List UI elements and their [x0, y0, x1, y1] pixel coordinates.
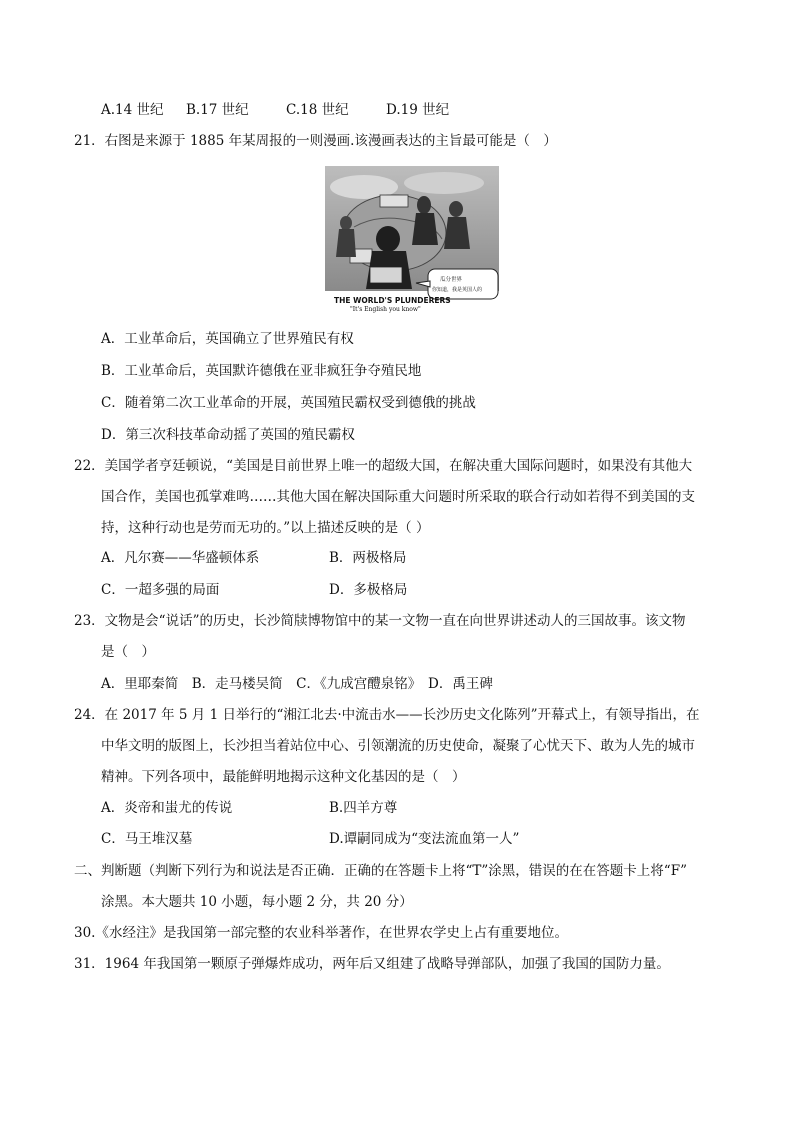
q22-option-d: D．多极格局 — [329, 582, 408, 598]
q22-options-row-1 — [101, 549, 406, 567]
q21-stem: 21．右图是来源于 1885 年某周报的一则漫画.该漫画表达的主旨最可能是（ ） — [74, 133, 557, 149]
q23-options: A．里耶秦简 B．走马楼吴简 C．《九成宫醴泉铭》 D．禹王碑 — [101, 676, 493, 692]
q23-line-2: 是（ ） — [101, 644, 155, 660]
q22-line-2: 国合作，美国也孤掌难鸣……其他大国在解决国际重大问题时所采取的联合行动如若得不到美国的支 — [101, 489, 695, 505]
cartoon-caption-1: THE WORLD'S PLUNDERERS — [334, 296, 451, 305]
q20-option-a: A.14 世纪 — [101, 102, 164, 118]
q24-line-3: 精神。下列各项中，最能鲜明地揭示这种文化基因的是（ ） — [101, 769, 466, 785]
q20-option-d: D.19 世纪 — [386, 102, 450, 118]
q31: 31．1964 年我国第一颗原子弹爆炸成功，两年后又组建了战略导弹部队，加强了我国的国防力量。 — [74, 956, 670, 972]
q20-option-c: C.18 世纪 — [286, 102, 349, 118]
q23-line-1: 23．文物是会“说话”的历史，长沙简牍博物馆中的某一文物一直在向世界讲述动人的三国故事。该文物 — [74, 613, 686, 629]
q21-option-d: D．第三次科技革命动摇了英国的殖民霸权 — [101, 427, 355, 443]
q24-option-a: A．炎帝和蚩尤的传说 — [101, 800, 233, 816]
q21-option-b: B．工业革命后，英国默许德俄在亚非疯狂争夺殖民地 — [101, 363, 422, 379]
q24-option-b: B.四羊方尊 — [329, 800, 398, 816]
cartoon-drawing — [324, 165, 500, 313]
q22-option-b: B．两极格局 — [329, 550, 407, 566]
q24-options-row-2 — [101, 830, 519, 848]
q21-option-c: C．随着第二次工业革命的开展，英国殖民霸权受到德俄的挑战 — [101, 395, 476, 411]
q20-option-b: B.17 世纪 — [186, 102, 249, 118]
section2-line-1: 二、判断题（判断下列行为和说法是否正确．正确的在答题卡上将“T”涂黑，错误的在在答题卡上将“F” — [74, 863, 687, 879]
q21-option-a: A．工业革命后，英国确立了世界殖民有权 — [101, 331, 354, 347]
cartoon-caption-2: "It's English you know" — [350, 306, 421, 313]
section2-line-2: 涂黑。本大题共 10 小题，每小题 2 分，共 20 分） — [101, 894, 413, 910]
q24-options-row-1 — [101, 799, 397, 817]
q20-options — [101, 101, 449, 119]
q22-line-3: 持，这种行动也是劳而无功的。”以上描述反映的是（ ） — [101, 520, 430, 536]
q22-option-a: A．凡尔赛——华盛顿体系 — [101, 550, 260, 566]
q30: 30.《水经注》是我国第一部完整的农业科举著作，在世界农学史上占有重要地位。 — [74, 925, 568, 941]
q22-option-c: C．一超多强的局面 — [101, 582, 220, 598]
q24-line-2: 中华文明的版图上，长沙担当着站位中心、引领潮流的历史使命，凝聚了心忧天下、敢为人先的城市 — [101, 738, 695, 754]
bubble-text-2: 你知道，我是英国人的 — [432, 287, 483, 293]
cartoon-image — [324, 165, 500, 313]
q24-line-1: 24．在 2017 年 5 月 1 日举行的“湘江北去·中流击水——长沙历史文化陈列”开幕式上，有领导指出，在 — [74, 707, 700, 723]
q22-line-1: 22．美国学者亨廷顿说，“美国是目前世界上唯一的超级大国，在解决重大国际问题时，如果没有其他大 — [74, 458, 693, 474]
bubble-text-1: 瓜分世界 — [440, 277, 463, 283]
q24-option-c: C．马王堆汉墓 — [101, 831, 193, 847]
q22-options-row-2 — [101, 581, 407, 599]
q24-option-d: D.谭嗣同成为“变法流血第一人” — [329, 831, 520, 847]
